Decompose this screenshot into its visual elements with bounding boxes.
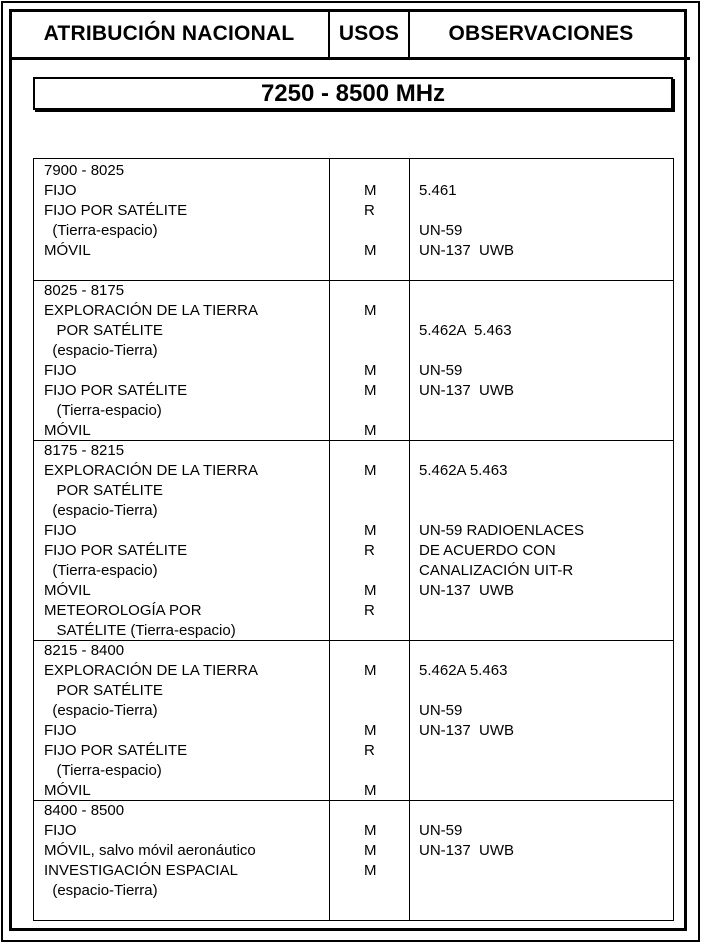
usage-code: M [364, 662, 377, 679]
attribution-line: FIJO [44, 722, 77, 739]
observation-line: 5.462A 5.463 [419, 662, 508, 679]
attribution-line: (Tierra-espacio) [44, 762, 162, 779]
observation-line: UN-59 [419, 702, 463, 719]
attribution-line: (Tierra-espacio) [44, 402, 162, 419]
usage-code: M [364, 522, 377, 539]
usage-code: M [364, 422, 377, 439]
attribution-line: FIJO [44, 182, 77, 199]
header-observaciones: OBSERVACIONES [448, 21, 634, 45]
attribution-line: METEOROLOGÍA POR [44, 602, 202, 619]
usage-code: M [364, 242, 377, 259]
attribution-line: EXPLORACIÓN DE LA TIERRA [44, 662, 258, 679]
observation-line: UN-137 UWB [419, 842, 515, 859]
attribution-line: (espacio-Tierra) [44, 702, 158, 719]
usage-code: M [364, 382, 377, 399]
block-separator [34, 640, 673, 641]
usage-code: M [364, 782, 377, 799]
block-separator [34, 800, 673, 801]
band-range: 7900 - 8025 [44, 162, 125, 179]
usage-code: M [364, 842, 377, 859]
attribution-line: POR SATÉLITE [44, 682, 163, 699]
attribution-line: MÓVIL [44, 242, 91, 259]
attribution-line: (espacio-Tierra) [44, 882, 158, 899]
attribution-line: (Tierra-espacio) [44, 562, 158, 579]
attribution-line: SATÉLITE (Tierra-espacio) [44, 622, 236, 639]
usage-code: R [364, 742, 375, 759]
header-usos: USOS [338, 21, 400, 45]
attribution-line: (espacio-Tierra) [44, 502, 158, 519]
usage-code: M [364, 182, 377, 199]
usage-code: M [364, 862, 377, 879]
column-divider [409, 159, 410, 920]
usage-code: M [364, 822, 377, 839]
block-separator [34, 440, 673, 441]
usage-code: R [364, 202, 375, 219]
header-divider [328, 10, 330, 57]
attribution-line: FIJO [44, 522, 77, 539]
attribution-line: FIJO [44, 822, 77, 839]
attribution-line: EXPLORACIÓN DE LA TIERRA [44, 302, 258, 319]
observation-line: DE ACUERDO CON [419, 542, 556, 559]
attribution-line: (espacio-Tierra) [44, 342, 158, 359]
table-header [10, 10, 690, 60]
header-divider [408, 10, 410, 57]
header-atribucion: ATRIBUCIÓN NACIONAL [43, 21, 295, 45]
observation-line: UN-59 [419, 222, 463, 239]
usage-code: M [364, 302, 377, 319]
attribution-line: FIJO POR SATÉLITE [44, 382, 188, 399]
attribution-line: (Tierra-espacio) [44, 222, 158, 239]
usage-code: R [364, 602, 375, 619]
column-divider [329, 159, 330, 920]
attribution-line: INVESTIGACIÓN ESPACIAL [44, 862, 238, 879]
attribution-line: MÓVIL, salvo móvil aeronáutico [44, 842, 256, 859]
observation-line: UN-137 UWB [419, 242, 515, 259]
attribution-line: POR SATÉLITE [44, 322, 163, 339]
observation-line: CANALIZACIÓN UIT-R [419, 562, 574, 579]
attribution-line: FIJO POR SATÉLITE [44, 542, 188, 559]
observation-line: UN-59 [419, 362, 463, 379]
band-range: 8215 - 8400 [44, 642, 125, 659]
observation-line: UN-59 [419, 822, 463, 839]
observation-line: UN-59 RADIOENLACES [419, 522, 585, 539]
observation-line: UN-137 UWB [419, 722, 515, 739]
attribution-line: FIJO POR SATÉLITE [44, 202, 188, 219]
band-range: 8025 - 8175 [44, 282, 125, 299]
observation-line: UN-137 UWB [419, 582, 515, 599]
attribution-line: MÓVIL [44, 582, 91, 599]
usage-code: M [364, 362, 377, 379]
usage-code: M [364, 722, 377, 739]
usage-code: R [364, 542, 375, 559]
attribution-line: MÓVIL [44, 422, 91, 439]
observation-line: 5.462A 5.463 [419, 322, 512, 339]
observation-line: 5.461 [419, 182, 457, 199]
observation-line: 5.462A 5.463 [419, 462, 508, 479]
band-range: 8400 - 8500 [44, 802, 125, 819]
usage-code: M [364, 582, 377, 599]
allocation-table [33, 158, 674, 921]
block-separator [34, 280, 673, 281]
attribution-line: FIJO POR SATÉLITE [44, 742, 188, 759]
band-title: 7250 - 8500 MHz [33, 77, 673, 110]
attribution-line: EXPLORACIÓN DE LA TIERRA [44, 462, 258, 479]
observation-line: UN-137 UWB [419, 382, 515, 399]
band-range: 8175 - 8215 [44, 442, 125, 459]
attribution-line: MÓVIL [44, 782, 91, 799]
attribution-line: FIJO [44, 362, 77, 379]
attribution-line: POR SATÉLITE [44, 482, 163, 499]
usage-code: M [364, 462, 377, 479]
